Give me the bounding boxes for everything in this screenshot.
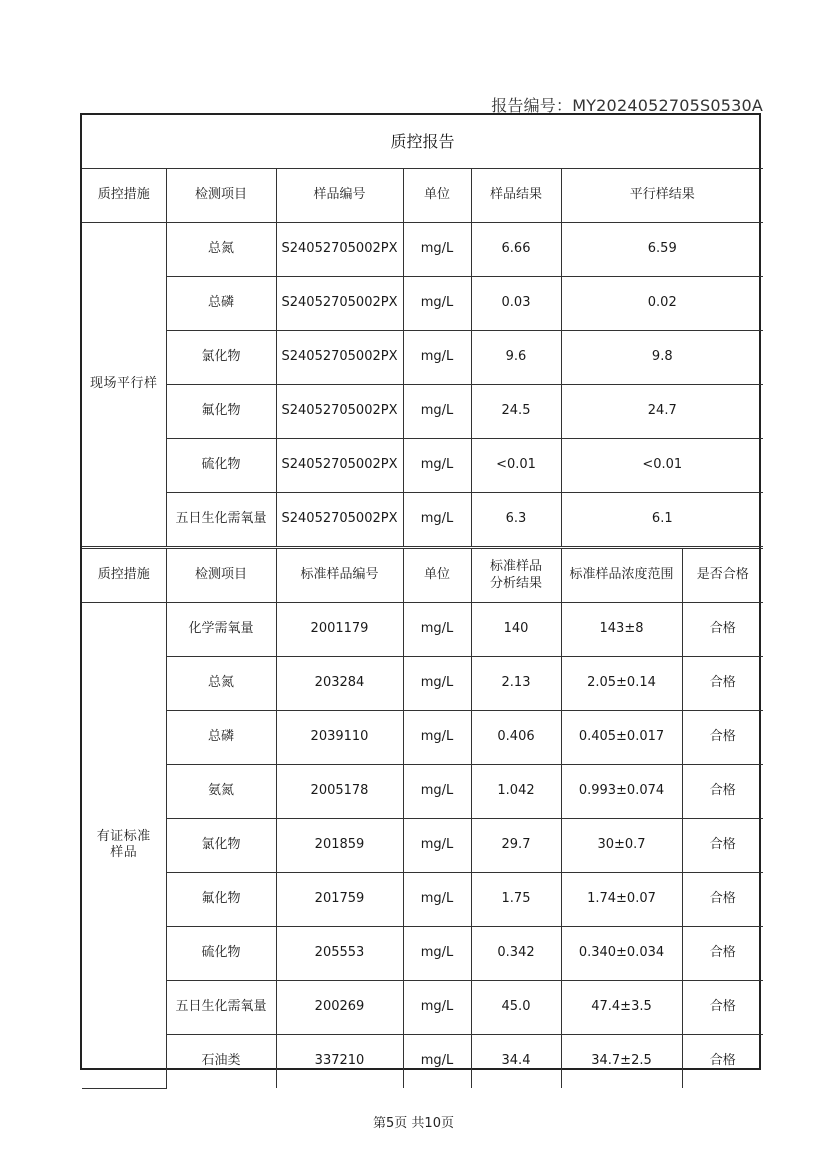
parallel-cell: 6.1 (561, 493, 763, 548)
item-cell: 五日生化需氧量 (166, 981, 276, 1035)
unit-cell: mg/L (403, 277, 471, 331)
result-cell: 6.66 (471, 223, 561, 277)
parallel-cell: 9.8 (561, 331, 763, 385)
header-std-result (471, 548, 561, 603)
range-cell: 0.340±0.034 (561, 927, 682, 981)
unit-cell: mg/L (403, 223, 471, 277)
result-cell: 140 (471, 603, 561, 657)
item-cell: 硫化物 (166, 927, 276, 981)
parallel-cell: 0.02 (561, 277, 763, 331)
std-id-cell: 2001179 (276, 603, 403, 657)
unit-cell: mg/L (403, 493, 471, 548)
sample-id-cell: S24052705002PX (276, 493, 403, 548)
result-cell: 9.6 (471, 331, 561, 385)
std-id-cell: 2005178 (276, 765, 403, 819)
measure-line1: 有证标准 (96, 829, 151, 844)
header-sample-result: 样品结果 (471, 169, 561, 223)
item-cell: 总磷 (166, 711, 276, 765)
table-row (82, 385, 763, 439)
header-unit: 单位 (403, 548, 471, 603)
unit-cell: mg/L (403, 331, 471, 385)
item-cell: 五日生化需氧量 (166, 493, 276, 548)
result-cell: 6.3 (471, 493, 561, 548)
result-cell: 1.75 (471, 873, 561, 927)
range-cell: 47.4±3.5 (561, 981, 682, 1035)
report-number: 报告编号：MY2024052705S0530A (491, 96, 763, 115)
unit-cell: mg/L (403, 981, 471, 1035)
unit-cell: mg/L (403, 927, 471, 981)
parallel-cell: <0.01 (561, 439, 763, 493)
header-pass: 是否合格 (682, 548, 763, 603)
pass-cell: 合格 (682, 765, 763, 819)
std-id-cell: 200269 (276, 981, 403, 1035)
range-cell: 0.993±0.074 (561, 765, 682, 819)
sample-id-cell: S24052705002PX (276, 223, 403, 277)
pass-cell: 合格 (682, 711, 763, 765)
item-cell: 总磷 (166, 277, 276, 331)
measure-line2: 样品 (110, 845, 138, 861)
unit-cell: mg/L (403, 603, 471, 657)
measure-field-parallel: 现场平行样 (82, 223, 166, 548)
header-std-id: 标准样品编号 (276, 548, 403, 603)
unit-cell: mg/L (403, 439, 471, 493)
header-unit: 单位 (403, 169, 471, 223)
parallel-cell: 24.7 (561, 385, 763, 439)
section1-header-row (82, 169, 763, 223)
pass-cell: 合格 (682, 819, 763, 873)
std-id-cell: 337210 (276, 1035, 403, 1089)
result-cell: 0.342 (471, 927, 561, 981)
range-cell: 143±8 (561, 603, 682, 657)
range-cell: 1.74±0.07 (561, 873, 682, 927)
pass-cell: 合格 (682, 1035, 763, 1089)
table-row (82, 819, 763, 873)
table-row (82, 765, 763, 819)
item-cell: 总氮 (166, 223, 276, 277)
item-cell: 总氮 (166, 657, 276, 711)
table-row (82, 493, 763, 548)
header-std-range: 标准样品浓度范围 (561, 548, 682, 603)
header-item: 检测项目 (166, 548, 276, 603)
header-item: 检测项目 (166, 169, 276, 223)
unit-cell: mg/L (403, 657, 471, 711)
unit-cell: mg/L (403, 711, 471, 765)
table-row (82, 277, 763, 331)
table-row (82, 603, 763, 657)
header-std-result-line1: 标准样品 (489, 559, 542, 575)
parallel-cell: 6.59 (561, 223, 763, 277)
sample-id-cell: S24052705002PX (276, 277, 403, 331)
table-row (82, 711, 763, 765)
table-row (82, 657, 763, 711)
result-cell: 24.5 (471, 385, 561, 439)
unit-cell: mg/L (403, 819, 471, 873)
unit-cell: mg/L (403, 1035, 471, 1089)
range-cell: 2.05±0.14 (561, 657, 682, 711)
table-row (82, 873, 763, 927)
sample-id-cell: S24052705002PX (276, 439, 403, 493)
section2-header-row (82, 548, 763, 603)
item-cell: 化学需氧量 (166, 603, 276, 657)
header-measure: 质控措施 (82, 169, 166, 223)
result-cell: 0.03 (471, 277, 561, 331)
table-row (82, 1035, 763, 1089)
pass-cell: 合格 (682, 981, 763, 1035)
std-id-cell: 201859 (276, 819, 403, 873)
pass-cell: 合格 (682, 603, 763, 657)
range-cell: 34.7±2.5 (561, 1035, 682, 1089)
qc-report-table (82, 115, 763, 1089)
pass-cell: 合格 (682, 873, 763, 927)
pass-cell: 合格 (682, 927, 763, 981)
unit-cell: mg/L (403, 765, 471, 819)
unit-cell: mg/L (403, 385, 471, 439)
item-cell: 氟化物 (166, 385, 276, 439)
result-cell: 29.7 (471, 819, 561, 873)
result-cell: 45.0 (471, 981, 561, 1035)
range-cell: 30±0.7 (561, 819, 682, 873)
std-id-cell: 205553 (276, 927, 403, 981)
table-row (82, 927, 763, 981)
result-cell: 1.042 (471, 765, 561, 819)
item-cell: 氯化物 (166, 331, 276, 385)
result-cell: 0.406 (471, 711, 561, 765)
item-cell: 硫化物 (166, 439, 276, 493)
std-id-cell: 201759 (276, 873, 403, 927)
table-row (82, 223, 763, 277)
table-row (82, 981, 763, 1035)
std-id-cell: 203284 (276, 657, 403, 711)
measure-certified-standard (82, 603, 166, 1089)
header-std-result-line2: 分析结果 (489, 575, 542, 591)
header-sample-id: 样品编号 (276, 169, 403, 223)
result-cell: 34.4 (471, 1035, 561, 1089)
sample-id-cell: S24052705002PX (276, 385, 403, 439)
table-row (82, 439, 763, 493)
result-cell: 2.13 (471, 657, 561, 711)
item-cell: 石油类 (166, 1035, 276, 1089)
item-cell: 氯化物 (166, 819, 276, 873)
header-measure: 质控措施 (82, 548, 166, 603)
item-cell: 氟化物 (166, 873, 276, 927)
page-footer: 第5页 共10页 (373, 1116, 454, 1131)
result-cell: <0.01 (471, 439, 561, 493)
header-parallel-result: 平行样结果 (561, 169, 763, 223)
table-row (82, 331, 763, 385)
sample-id-cell: S24052705002PX (276, 331, 403, 385)
item-cell: 氨氮 (166, 765, 276, 819)
std-id-cell: 2039110 (276, 711, 403, 765)
report-title: 质控报告 (82, 115, 763, 169)
qc-report-frame (80, 113, 761, 1070)
pass-cell: 合格 (682, 657, 763, 711)
unit-cell: mg/L (403, 873, 471, 927)
range-cell: 0.405±0.017 (561, 711, 682, 765)
